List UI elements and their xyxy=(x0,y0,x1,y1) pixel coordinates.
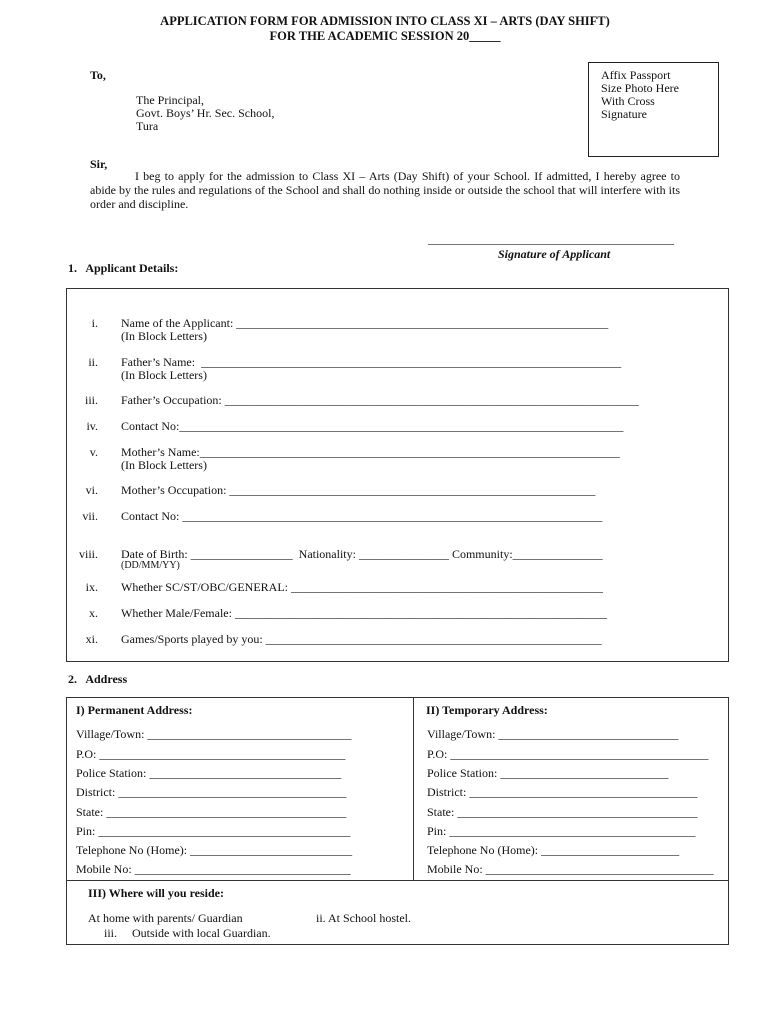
passport-photo-box[interactable] xyxy=(588,62,719,157)
temporary-address-field[interactable]: State: ________________________________________ xyxy=(427,805,698,819)
temporary-address-field[interactable]: P.O: ___________________________________________ xyxy=(427,747,709,761)
item-number: vi. xyxy=(85,483,98,497)
applicant-field[interactable]: Mother’s Occupation: _____________________________________________________________ xyxy=(121,483,596,497)
photo-box-line: Affix Passport xyxy=(601,68,671,82)
field-hint: (In Block Letters) xyxy=(121,368,207,382)
permanent-address-field[interactable]: Village/Town: __________________________________ xyxy=(76,727,352,741)
signature-label: Signature of Applicant xyxy=(498,247,611,261)
item-number: ii. xyxy=(88,355,98,369)
applicant-field[interactable]: Contact No:__________________________________________________________________________ xyxy=(121,419,624,433)
signature-line[interactable]: _________________________________________ xyxy=(428,232,674,246)
address-hrule xyxy=(67,880,728,881)
applicant-field[interactable]: Father’s Name: ______________________________________________________________________ xyxy=(121,355,622,369)
photo-box-line: Size Photo Here xyxy=(601,81,679,95)
reside-option-local-guardian[interactable]: iii. Outside with local Guardian. xyxy=(104,926,271,940)
temporary-address-field[interactable]: District: ______________________________________ xyxy=(427,785,698,799)
addressee-line: Tura xyxy=(136,119,159,133)
permanent-address-heading: I) Permanent Address: xyxy=(76,703,193,717)
temporary-address-field[interactable]: Mobile No: ______________________________________ xyxy=(427,862,714,876)
reside-option-hostel[interactable]: ii. At School hostel. xyxy=(316,911,412,925)
applicant-field[interactable]: Date of Birth: _________________ Nationality: _______________ Community:_______________ xyxy=(121,547,603,561)
temporary-address-field[interactable]: Pin: _________________________________________ xyxy=(427,824,696,838)
permanent-address-field[interactable]: Pin: __________________________________________ xyxy=(76,824,351,838)
applicant-field[interactable]: Name of the Applicant: ______________________________________________________________ xyxy=(121,316,609,330)
applicant-field[interactable]: Mother’s Name:______________________________________________________________________ xyxy=(121,445,620,459)
permanent-address-field[interactable]: Telephone No (Home): ___________________________ xyxy=(76,843,353,857)
letter-body: I beg to apply for the admission to Class XI – Arts (Day Shift) of your School. If admitted, I hereby agree to abide by the rules and regulations of the School and shall do nothing inside or outside the school that will interfere with its order and discipline. xyxy=(90,169,680,211)
salutation: Sir, xyxy=(90,157,108,171)
item-number: i. xyxy=(91,316,98,330)
permanent-address-field[interactable]: Mobile No: ____________________________________ xyxy=(76,862,351,876)
form-title-line2: FOR THE ACADEMIC SESSION 20_____ xyxy=(269,29,501,43)
photo-box-line: Signature xyxy=(601,107,647,121)
to-label: To, xyxy=(90,68,106,82)
item-number: viii. xyxy=(78,547,98,561)
addressee-line: Govt. Boys’ Hr. Sec. School, xyxy=(136,106,275,120)
form-title-line1: APPLICATION FORM FOR ADMISSION INTO CLASS XI – ARTS (DAY SHIFT) xyxy=(160,14,610,28)
item-number: x. xyxy=(89,606,98,620)
reside-heading: III) Where will you reside: xyxy=(88,886,225,900)
permanent-address-field[interactable]: P.O: _________________________________________ xyxy=(76,747,346,761)
applicant-field[interactable]: Father’s Occupation: _____________________________________________________________________ xyxy=(121,393,639,407)
permanent-address-field[interactable]: State: ________________________________________ xyxy=(76,805,347,819)
applicant-field[interactable]: Contact No: ______________________________________________________________________ xyxy=(121,509,603,523)
section1-heading: 1. Applicant Details: xyxy=(68,261,179,275)
addressee-line: The Principal, xyxy=(136,93,204,107)
field-hint: (In Block Letters) xyxy=(121,329,207,343)
item-number: xi. xyxy=(85,632,98,646)
temporary-address-heading: II) Temporary Address: xyxy=(426,703,548,717)
permanent-address-field[interactable]: District: ______________________________________ xyxy=(76,785,347,799)
temporary-address-field[interactable]: Telephone No (Home): _______________________ xyxy=(427,843,680,857)
item-number: iii. xyxy=(84,393,98,407)
field-hint: (In Block Letters) xyxy=(121,458,207,472)
temporary-address-field[interactable]: Village/Town: ______________________________ xyxy=(427,727,679,741)
address-divider xyxy=(413,698,414,880)
section2-heading: 2. Address xyxy=(68,672,128,686)
applicant-field[interactable]: Whether Male/Female: ______________________________________________________________ xyxy=(121,606,607,620)
temporary-address-field[interactable]: Police Station: ____________________________ xyxy=(427,766,669,780)
item-number: iv. xyxy=(86,419,98,433)
permanent-address-field[interactable]: Police Station: ________________________________ xyxy=(76,766,342,780)
field-hint: (DD/MM/YY) xyxy=(121,560,180,571)
item-number: v. xyxy=(89,445,98,459)
item-number: vii. xyxy=(82,509,98,523)
applicant-field[interactable]: Games/Sports played by you: ________________________________________________________ xyxy=(121,632,602,646)
reside-option-home[interactable]: At home with parents/ Guardian xyxy=(88,911,243,925)
photo-box-line: With Cross xyxy=(601,94,655,108)
item-number: ix. xyxy=(85,580,98,594)
applicant-field[interactable]: Whether SC/ST/OBC/GENERAL: ____________________________________________________ xyxy=(121,580,603,594)
